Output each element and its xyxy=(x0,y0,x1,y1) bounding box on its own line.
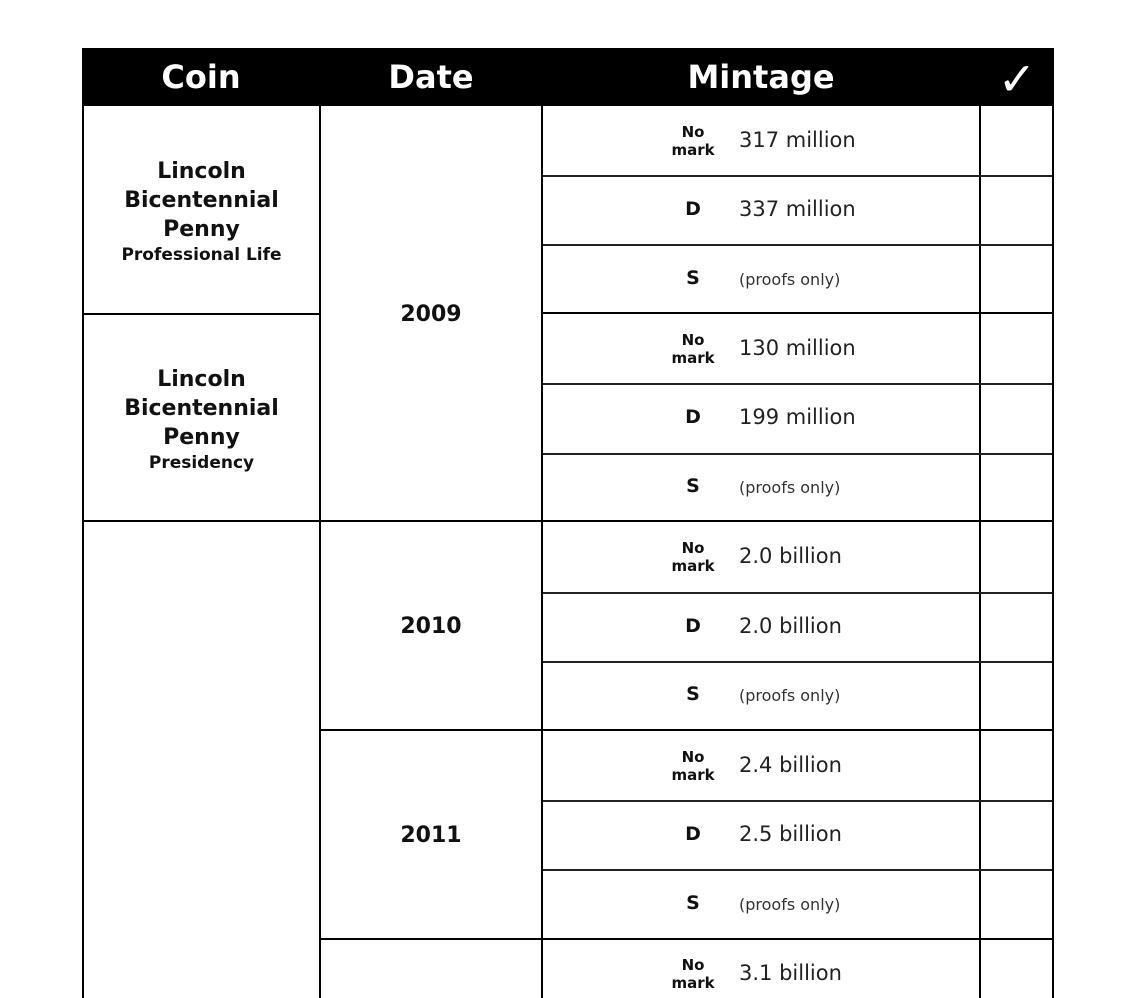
mint-mark-none xyxy=(663,123,723,159)
check-box[interactable] xyxy=(981,177,1052,244)
mintage-value: (proofs only) xyxy=(739,895,841,914)
mint-mark-line: No xyxy=(681,331,705,349)
mint-mark-d: D xyxy=(685,406,701,428)
mintage-value: 2.4 billion xyxy=(739,753,842,777)
table-header xyxy=(82,48,1054,106)
grid-line xyxy=(543,520,1052,522)
grid-line xyxy=(321,520,541,522)
mintage-value: (proofs only) xyxy=(739,270,841,289)
check-box[interactable] xyxy=(981,522,1052,592)
check-box[interactable] xyxy=(981,663,1052,729)
check-box[interactable] xyxy=(981,940,1052,998)
mintage-value: 130 million xyxy=(739,336,856,360)
check-box[interactable] xyxy=(981,871,1052,938)
grid-line xyxy=(319,106,321,998)
mintage-value: 2.0 billion xyxy=(739,544,842,568)
grid-line xyxy=(543,244,1052,246)
mint-mark-d: D xyxy=(685,198,701,220)
mint-mark-line: No xyxy=(681,956,705,974)
check-box[interactable] xyxy=(981,802,1052,869)
mint-mark-none xyxy=(663,956,723,992)
grid-line xyxy=(543,729,1052,731)
grid-line xyxy=(543,800,1052,802)
grid-line xyxy=(543,592,1052,594)
date-cell-2010: 2010 xyxy=(400,614,462,639)
grid-line xyxy=(321,938,541,940)
coin-subtitle: Presidency xyxy=(148,452,255,473)
check-box[interactable] xyxy=(981,314,1052,383)
date-cell-2009: 2009 xyxy=(400,301,462,327)
date-cell-2011: 2011 xyxy=(400,823,462,848)
check-box[interactable] xyxy=(981,107,1052,175)
coin-name-line: Penny xyxy=(163,216,240,242)
grid-line xyxy=(84,520,319,522)
mint-mark-line: No xyxy=(681,539,705,557)
grid-line xyxy=(541,106,543,998)
coin-name-line: Lincoln xyxy=(157,158,246,184)
coin-name-line: Bicentennial xyxy=(124,187,279,213)
mint-mark-none xyxy=(663,748,723,784)
grid-line xyxy=(543,938,1052,940)
mint-mark-d: D xyxy=(685,615,701,637)
coin-subtitle: Professional Life xyxy=(121,244,282,265)
mintage-value: 2.0 billion xyxy=(739,614,842,638)
mintage-value: 199 million xyxy=(739,405,856,429)
mint-mark-d: D xyxy=(685,823,701,845)
mintage-value: (proofs only) xyxy=(739,478,841,497)
check-box[interactable] xyxy=(981,385,1052,453)
mint-mark-s: S xyxy=(686,892,700,914)
coin-name-line: Penny xyxy=(163,424,240,450)
mint-mark-line: No xyxy=(681,123,705,141)
grid-line xyxy=(543,175,1052,177)
grid-line xyxy=(543,312,1052,314)
coin-cell-empty xyxy=(84,523,319,998)
mintage-value: (proofs only) xyxy=(739,686,841,705)
coin-name-line: Lincoln xyxy=(157,366,246,392)
mint-mark-line: mark xyxy=(671,349,715,367)
header-coin: Coin xyxy=(161,58,241,96)
mint-mark-s: S xyxy=(686,475,700,497)
mint-mark-s: S xyxy=(686,683,700,705)
mint-mark-s: S xyxy=(686,267,700,289)
mint-mark-none xyxy=(663,331,723,367)
check-box[interactable] xyxy=(981,594,1052,661)
grid-line xyxy=(321,729,541,731)
date-cell-next xyxy=(321,941,541,998)
mintage-value: 2.5 billion xyxy=(739,822,842,846)
mint-mark-line: mark xyxy=(671,766,715,784)
mintage-value: 3.1 billion xyxy=(739,961,842,985)
mintage-value: 317 million xyxy=(739,128,856,152)
mint-mark-line: mark xyxy=(671,557,715,575)
grid-line xyxy=(543,383,1052,385)
check-box[interactable] xyxy=(981,455,1052,520)
coin-cell-presidency xyxy=(84,316,319,521)
check-box[interactable] xyxy=(981,246,1052,312)
check-box[interactable] xyxy=(981,731,1052,800)
mint-mark-line: mark xyxy=(671,141,715,159)
grid-line xyxy=(84,313,319,315)
checkmark-icon: ✓ xyxy=(997,52,1037,106)
coin-name-line: Bicentennial xyxy=(124,395,279,421)
grid-line xyxy=(543,453,1052,455)
coin-cell-professional-life xyxy=(84,107,319,314)
header-mintage: Mintage xyxy=(687,58,835,96)
header-date: Date xyxy=(388,58,474,96)
mint-mark-none xyxy=(663,539,723,575)
grid-line xyxy=(543,869,1052,871)
mintage-value: 337 million xyxy=(739,197,856,221)
mint-mark-line: No xyxy=(681,748,705,766)
mint-mark-line: mark xyxy=(671,974,715,992)
grid-line xyxy=(543,661,1052,663)
